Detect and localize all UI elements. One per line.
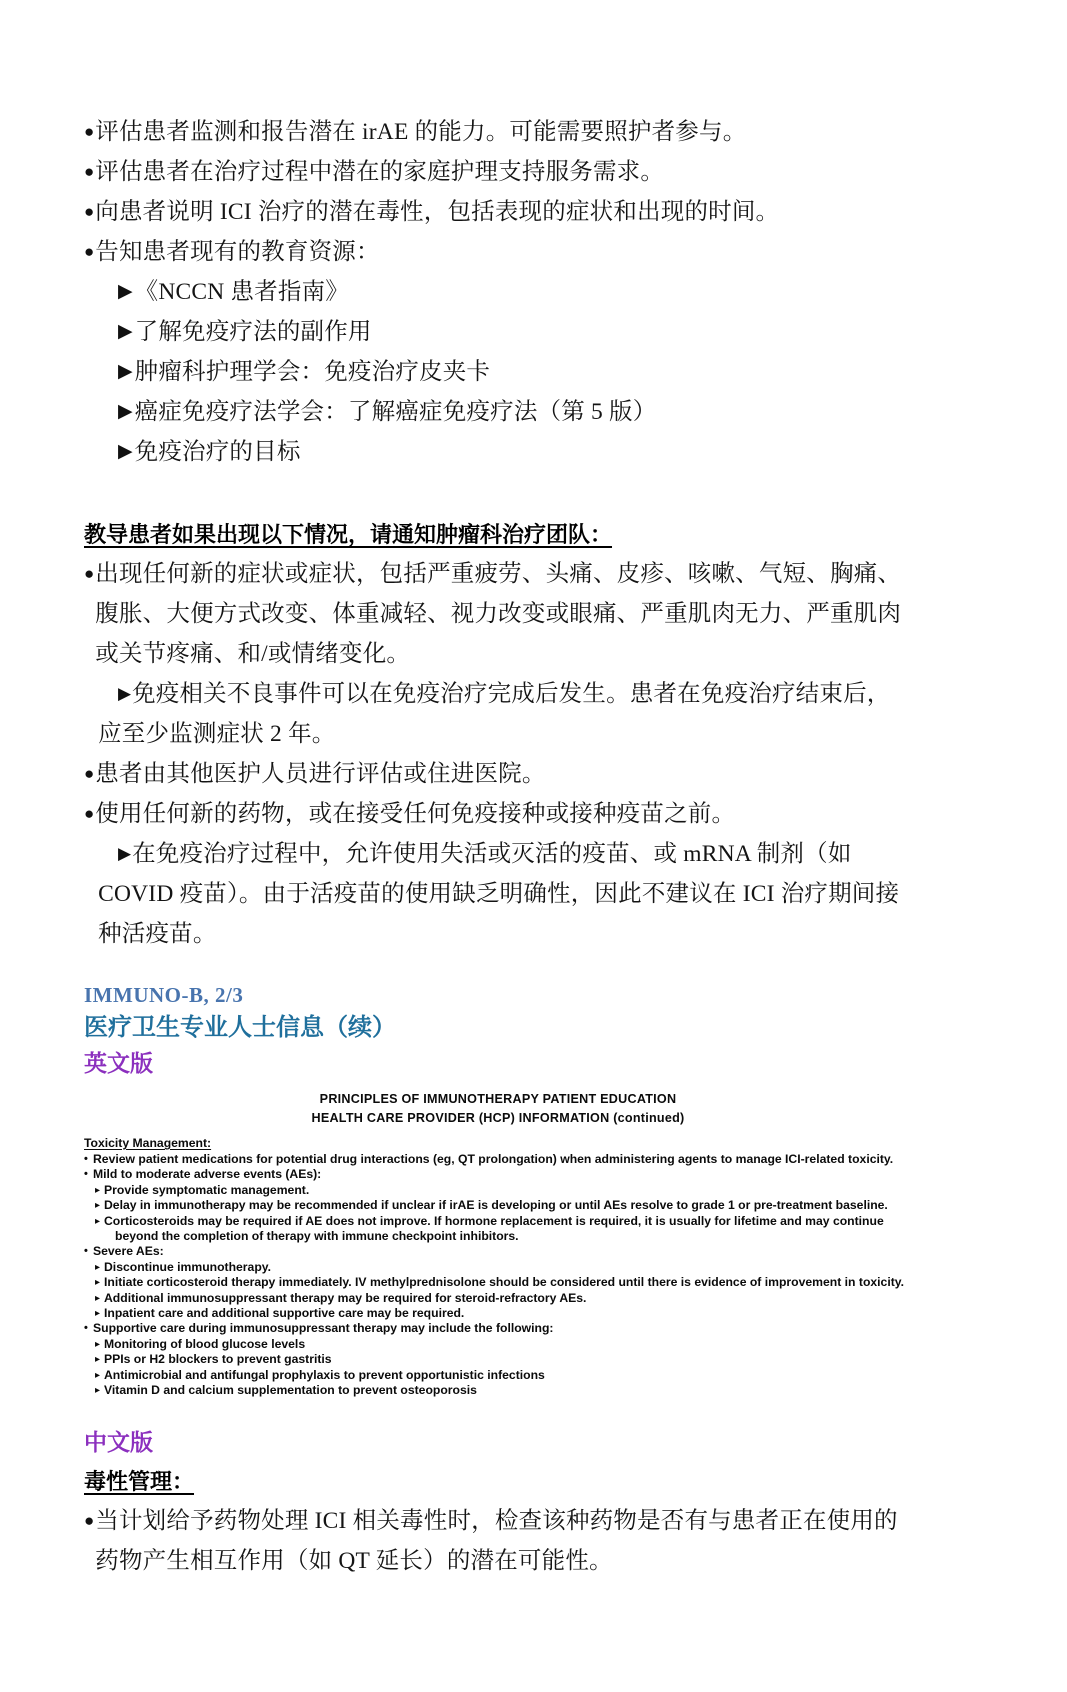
english-line-continuation: beyond the completion of therapy with immune checkpoint inhibitors. [115,1229,519,1244]
english-line [84,1383,912,1398]
english-line [84,1214,912,1229]
sub-list-item [84,312,912,352]
round-bullet-icon: ● [84,162,95,181]
spacer [84,472,912,516]
list-item [84,834,912,954]
list-item-text: 使用任何新的药物，或在接受任何免疫接种或接种疫苗之前。 [95,801,736,827]
arrow-bullet-icon: ▸ [95,1354,101,1366]
list-item [84,192,912,232]
list-item [84,554,912,674]
list-item [84,674,912,754]
arrow-bullet-icon: ▸ [95,1200,101,1212]
english-figure-title-1: PRINCIPLES OF IMMUNOTHERAPY PATIENT EDUCATION [319,1092,677,1106]
english-line-text: Antimicrobial and antifungal prophylaxis to prevent opportunistic infections [104,1367,545,1382]
triangle-bullet-icon: ▶ [118,321,133,342]
sub-list-item [84,432,912,472]
education-resource-list [84,272,912,472]
list-item-text: 免疫相关不良事件可以在免疫治疗完成后发生。患者在免疫治疗结束后，应至少监测症状 2 年。 [98,681,891,747]
list-item [84,1501,912,1581]
english-section-heading-wrap [84,1134,912,1152]
dot-bullet-icon: • [84,1245,88,1258]
list-item-text: 患者由其他医护人员进行评估或住进医院。 [95,761,546,787]
english-line [84,1321,912,1336]
english-line-text: Severe AEs: [93,1244,164,1259]
arrow-bullet-icon: ▸ [95,1277,101,1289]
english-line [84,1291,912,1306]
list-item [84,232,912,272]
arrow-bullet-icon: ▸ [95,1184,101,1196]
english-line [84,1352,912,1367]
english-line [84,1306,912,1321]
english-line-text: Discontinue immunotherapy. [104,1259,272,1274]
list-item-text: 告知患者现有的教育资源： [95,239,380,265]
english-figure-block [84,1090,912,1399]
english-line [84,1275,912,1290]
document-body [84,112,912,1581]
list-item-text: 当计划给予药物处理 ICI 相关毒性时，检查该种药物是否有与患者正在使用的药物产生相互作用（如 QT 延长）的潜在可能性。 [95,1507,898,1574]
triangle-bullet-icon: ▶ [118,441,133,462]
arrow-bullet-icon: ▸ [95,1385,101,1397]
notify-team-heading: 教导患者如果出现以下情况，请通知肿瘤科治疗团队： [84,522,613,547]
english-line-text: Mild to moderate adverse events (AEs): [93,1167,322,1182]
notify-team-heading-wrap [84,516,912,554]
list-item [84,794,912,834]
sub-list-item-text: 肿瘤科护理学会：免疫治疗皮夹卡 [134,359,491,385]
english-line-text: Provide symptomatic management. [104,1182,310,1197]
english-line-text: Delay in immunotherapy may be recommended if unclear if irAE is developing or until AEs resolve to grade 1 or pre-treatment baseline. [104,1198,888,1213]
english-line [84,1152,912,1167]
english-line-text: Vitamin D and calcium supplementation to prevent osteoporosis [104,1383,477,1398]
sub-list-item-text: 癌症免疫疗法学会：了解癌症免疫疗法（第 5 版） [134,399,657,425]
top-bullet-list [84,112,912,272]
round-bullet-icon: ● [84,1510,95,1530]
english-line-text: Review patient medications for potential drug interactions (eg, QT prolongation) when administering agents to manage ICI-related toxicity. [93,1152,894,1166]
list-item-text: 向患者说明 ICI 治疗的潜在毒性，包括表现的症状和出现的时间。 [95,199,780,225]
list-item [84,152,912,192]
round-bullet-icon: ● [84,804,95,823]
sub-list-item [84,352,912,392]
sub-list-item-text: 《NCCN 患者指南》 [134,279,349,305]
arrow-bullet-icon: ▸ [95,1308,101,1320]
triangle-bullet-icon: ▶ [118,281,133,302]
dot-bullet-icon: • [84,1168,88,1181]
english-line [84,1368,912,1383]
label-english-version: 英文版 [84,1050,153,1076]
arrow-bullet-icon: ▸ [95,1338,101,1350]
english-line-text: Supportive care during immunosuppressant therapy may include the following: [93,1321,554,1336]
arrow-bullet-icon: ▸ [95,1215,101,1227]
label-chinese-version: 中文版 [84,1428,153,1455]
round-bullet-icon: ● [84,764,95,783]
sub-list-item [84,392,912,432]
round-bullet-icon: ● [84,564,95,583]
english-line-text: PPIs or H2 blockers to prevent gastritis [104,1352,332,1367]
arrow-bullet-icon: ▸ [95,1261,101,1273]
sub-list-item-text: 免疫治疗的目标 [134,439,301,465]
round-bullet-icon: ● [84,242,95,261]
english-line-text: Additional immunosuppressant therapy may be required for steroid-refractory AEs. [104,1290,587,1305]
notify-item-list [84,554,912,954]
arrow-bullet-icon: ▸ [95,1369,101,1381]
spacer [84,954,912,980]
english-line-text: Inpatient care and additional supportive care may be required. [104,1306,465,1321]
list-item-text: 出现任何新的症状或症状，包括严重疲劳、头痛、皮疹、咳嗽、气短、胸痛、腹胀、大便方式改变、体重减轻、视力改变或眼痛、严重肌肉无力、严重肌肉或关节疼痛、和/或情绪变化。 [95,561,902,667]
section-title-cn: 医疗卫生专业人士信息（续） [84,1014,396,1041]
triangle-bullet-icon: ▶ [118,844,132,863]
list-item-text: 在免疫治疗过程中，允许使用失活或灭活的疫苗、或 mRNA 制剂（如 COVID 疫苗）。由于活疫苗的使用缺乏明确性，因此不建议在 ICI 治疗期间接种活疫苗。 [98,841,900,947]
english-figure-title-2: HEALTH CARE PROVIDER (HCP) INFORMATION (continued) [311,1111,685,1125]
english-line-text: Initiate corticosteroid therapy immediately. IV methylprednisolone should be considered until there is evidence of improvement in toxicity. [104,1275,905,1290]
triangle-bullet-icon: ▶ [118,684,132,703]
english-line [84,1244,912,1259]
english-line [84,1198,912,1213]
page-tag: IMMUNO-B, 2/3 [84,983,244,1007]
round-bullet-icon: ● [84,202,95,221]
list-item [84,112,912,152]
spacer [84,1399,912,1425]
toxicity-heading-wrap [84,1463,912,1501]
dot-bullet-icon: • [84,1322,88,1335]
sub-list-item [84,272,912,312]
triangle-bullet-icon: ▶ [118,361,133,382]
english-line [84,1183,912,1198]
list-item-text: 评估患者在治疗过程中潜在的家庭护理支持服务需求。 [95,159,665,185]
english-line [84,1337,912,1352]
english-line [84,1260,912,1275]
arrow-bullet-icon: ▸ [95,1292,101,1304]
english-line-text: Monitoring of blood glucose levels [104,1336,306,1351]
list-item-text: 评估患者监测和报告潜在 irAE 的能力。可能需要照护者参与。 [95,119,747,145]
toxicity-management-heading: Toxicity Management: [84,1136,212,1150]
list-item [84,754,912,794]
toxicity-management-heading-cn: 毒性管理： [84,1468,195,1494]
dot-bullet-icon: • [84,1153,88,1165]
sub-list-item-text: 了解免疫疗法的副作用 [134,319,372,345]
english-line [84,1167,912,1182]
triangle-bullet-icon: ▶ [118,401,133,422]
english-line-text: Corticosteroids may be required if AE does not improve. If hormone replacement is required, it is usually for lifetime and may continue [104,1213,884,1228]
round-bullet-icon: ● [84,122,95,141]
